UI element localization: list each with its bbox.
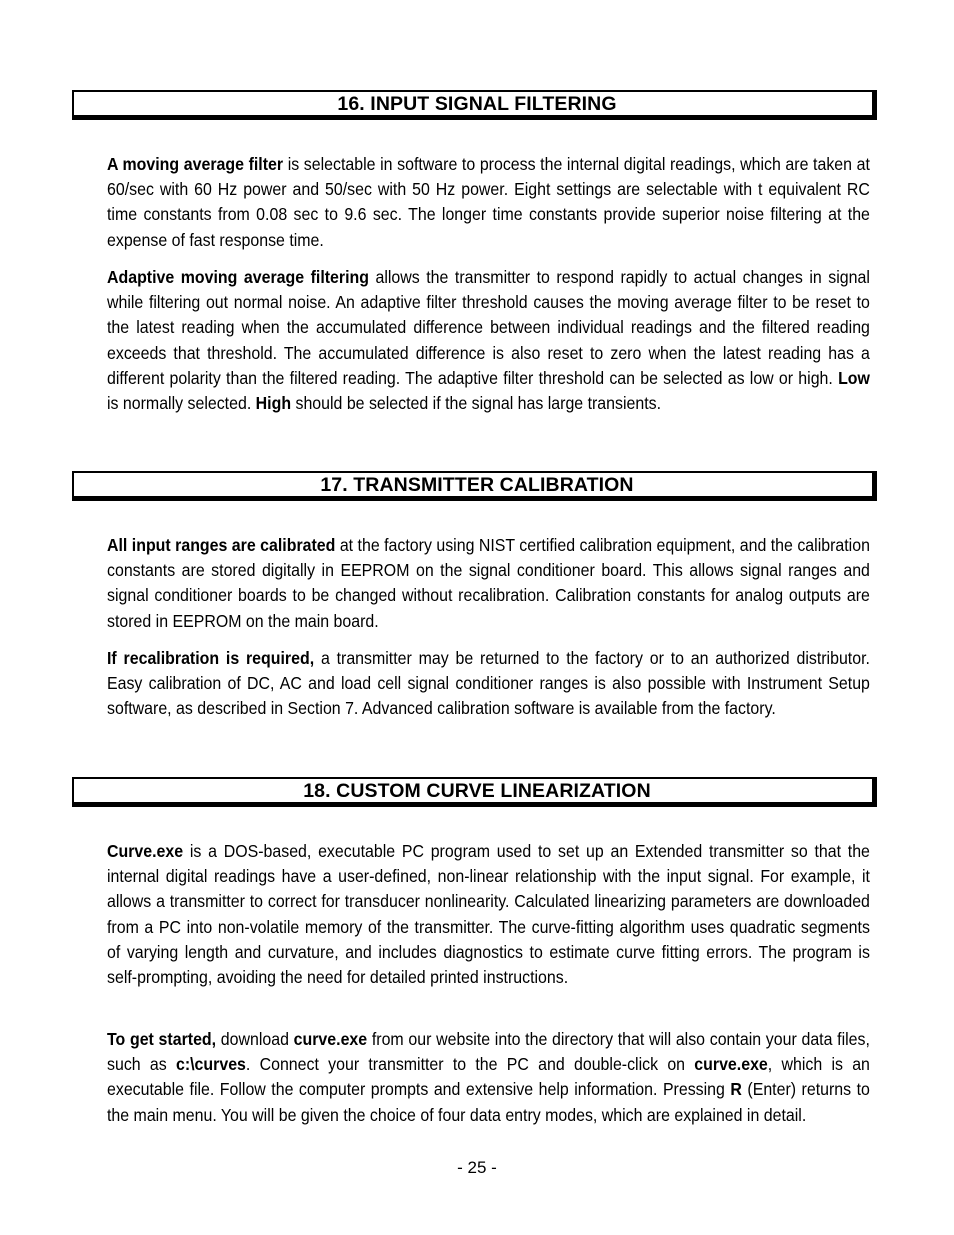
section-heading-input-signal-filtering: 16. INPUT SIGNAL FILTERING [72, 90, 877, 120]
paragraph-body: (Enter) returns to the main menu. You will be given the choice of four data entry modes, which are explained in detail. [107, 1079, 870, 1125]
paragraph-body: . Connect your transmitter to the PC and double-click on [245, 1054, 695, 1075]
bold-term-low: Low [838, 367, 870, 388]
paragraph-recalibration [107, 646, 870, 722]
paragraph-body: should be selected if the signal has large transients. [291, 393, 662, 414]
bold-term-directory: c:\curves [175, 1054, 246, 1075]
section-heading-transmitter-calibration: 17. TRANSMITTER CALIBRATION [72, 471, 877, 501]
paragraph-body: is selectable in software to process the internal digital readings, which are taken at 60/sec with 60 Hz power and 50/sec with 50 Hz power. Eight settings are selectable with t equivalent RC time constants from 0.08 sec to 9.6 sec. The longer time constants provide superior noise filtering at the expense of fast response time. [107, 154, 870, 250]
paragraph-body: allows the transmitter to respond rapidly to actual changes in signal while filtering out normal noise. An adaptive filter threshold causes the moving average filter to be reset to the latest reading when the accumulated difference between individual readings and the filtered reading exceeds that threshold. The accumulated difference is also reset to zero when the latest reading has a different polarity than the filtered reading. The adaptive filter threshold can be selected as low or high. [107, 267, 870, 388]
bold-term-high: High [255, 393, 292, 414]
paragraph-lead: Adaptive moving average filtering [107, 267, 369, 287]
paragraph-adaptive-filtering [107, 265, 870, 416]
paragraph-lead: If recalibration is required, [107, 648, 315, 668]
paragraph-lead: Curve.exe [107, 841, 184, 861]
paragraph-curve-exe [107, 839, 870, 990]
paragraph-body: at the factory using NIST certified calibration equipment, and the calibration constants are stored digitally in EEPROM on the signal conditioner board. This allows signal ranges and signal conditioner boards to be changed without recalibration. Calibration constants for analog outputs are stored in EEPROM on the main board. [107, 535, 870, 631]
paragraph-lead: A moving average filter [107, 154, 284, 174]
paragraph-moving-average-filter [107, 152, 870, 253]
paragraph-body: download [216, 1029, 294, 1049]
paragraph-getting-started [107, 1027, 870, 1128]
page-number: - 25 - [457, 1158, 497, 1177]
paragraph-lead: All input ranges are calibrated [107, 535, 336, 555]
paragraph-body: from our website into the directory that will also contain your data files, such as [107, 1029, 870, 1075]
paragraph-body: , which is an executable file. Follow the computer prompts and extensive help information. Pressing [107, 1054, 870, 1100]
bold-term-curve-exe: curve.exe [293, 1029, 368, 1049]
paragraph-body: a transmitter may be returned to the factory or to an authorized distributor. Easy calibration of DC, AC and load cell signal conditioner ranges is also possible with Instrument Setup software, as described in Section 7. Advanced calibration software is available from the factory. [107, 648, 870, 719]
section-heading-custom-curve-linearization: 18. CUSTOM CURVE LINEARIZATION [72, 777, 877, 807]
bold-term-curve-exe: curve.exe [694, 1054, 768, 1075]
bold-term-r-key: R [730, 1079, 742, 1100]
paragraph-input-ranges-calibrated [107, 533, 870, 634]
paragraph-body: is a DOS-based, executable PC program used to set up an Extended transmitter so that the internal digital readings have a user-defined, non-linear relationship with the input signal. For example, it allows a transmitter to correct for transducer nonlinearity. Calculated linearizing parameters are downloaded from a PC into non-volatile memory of the transmitter. The curve-fitting algorithm uses quadratic segments of varying length and curvature, and includes diagnostics to estimate curve fitting errors. The program is self-prompting, avoiding the need for detailed printed instructions. [107, 841, 870, 988]
paragraph-body: is normally selected. [107, 393, 256, 414]
paragraph-lead: To get started, [107, 1029, 217, 1049]
